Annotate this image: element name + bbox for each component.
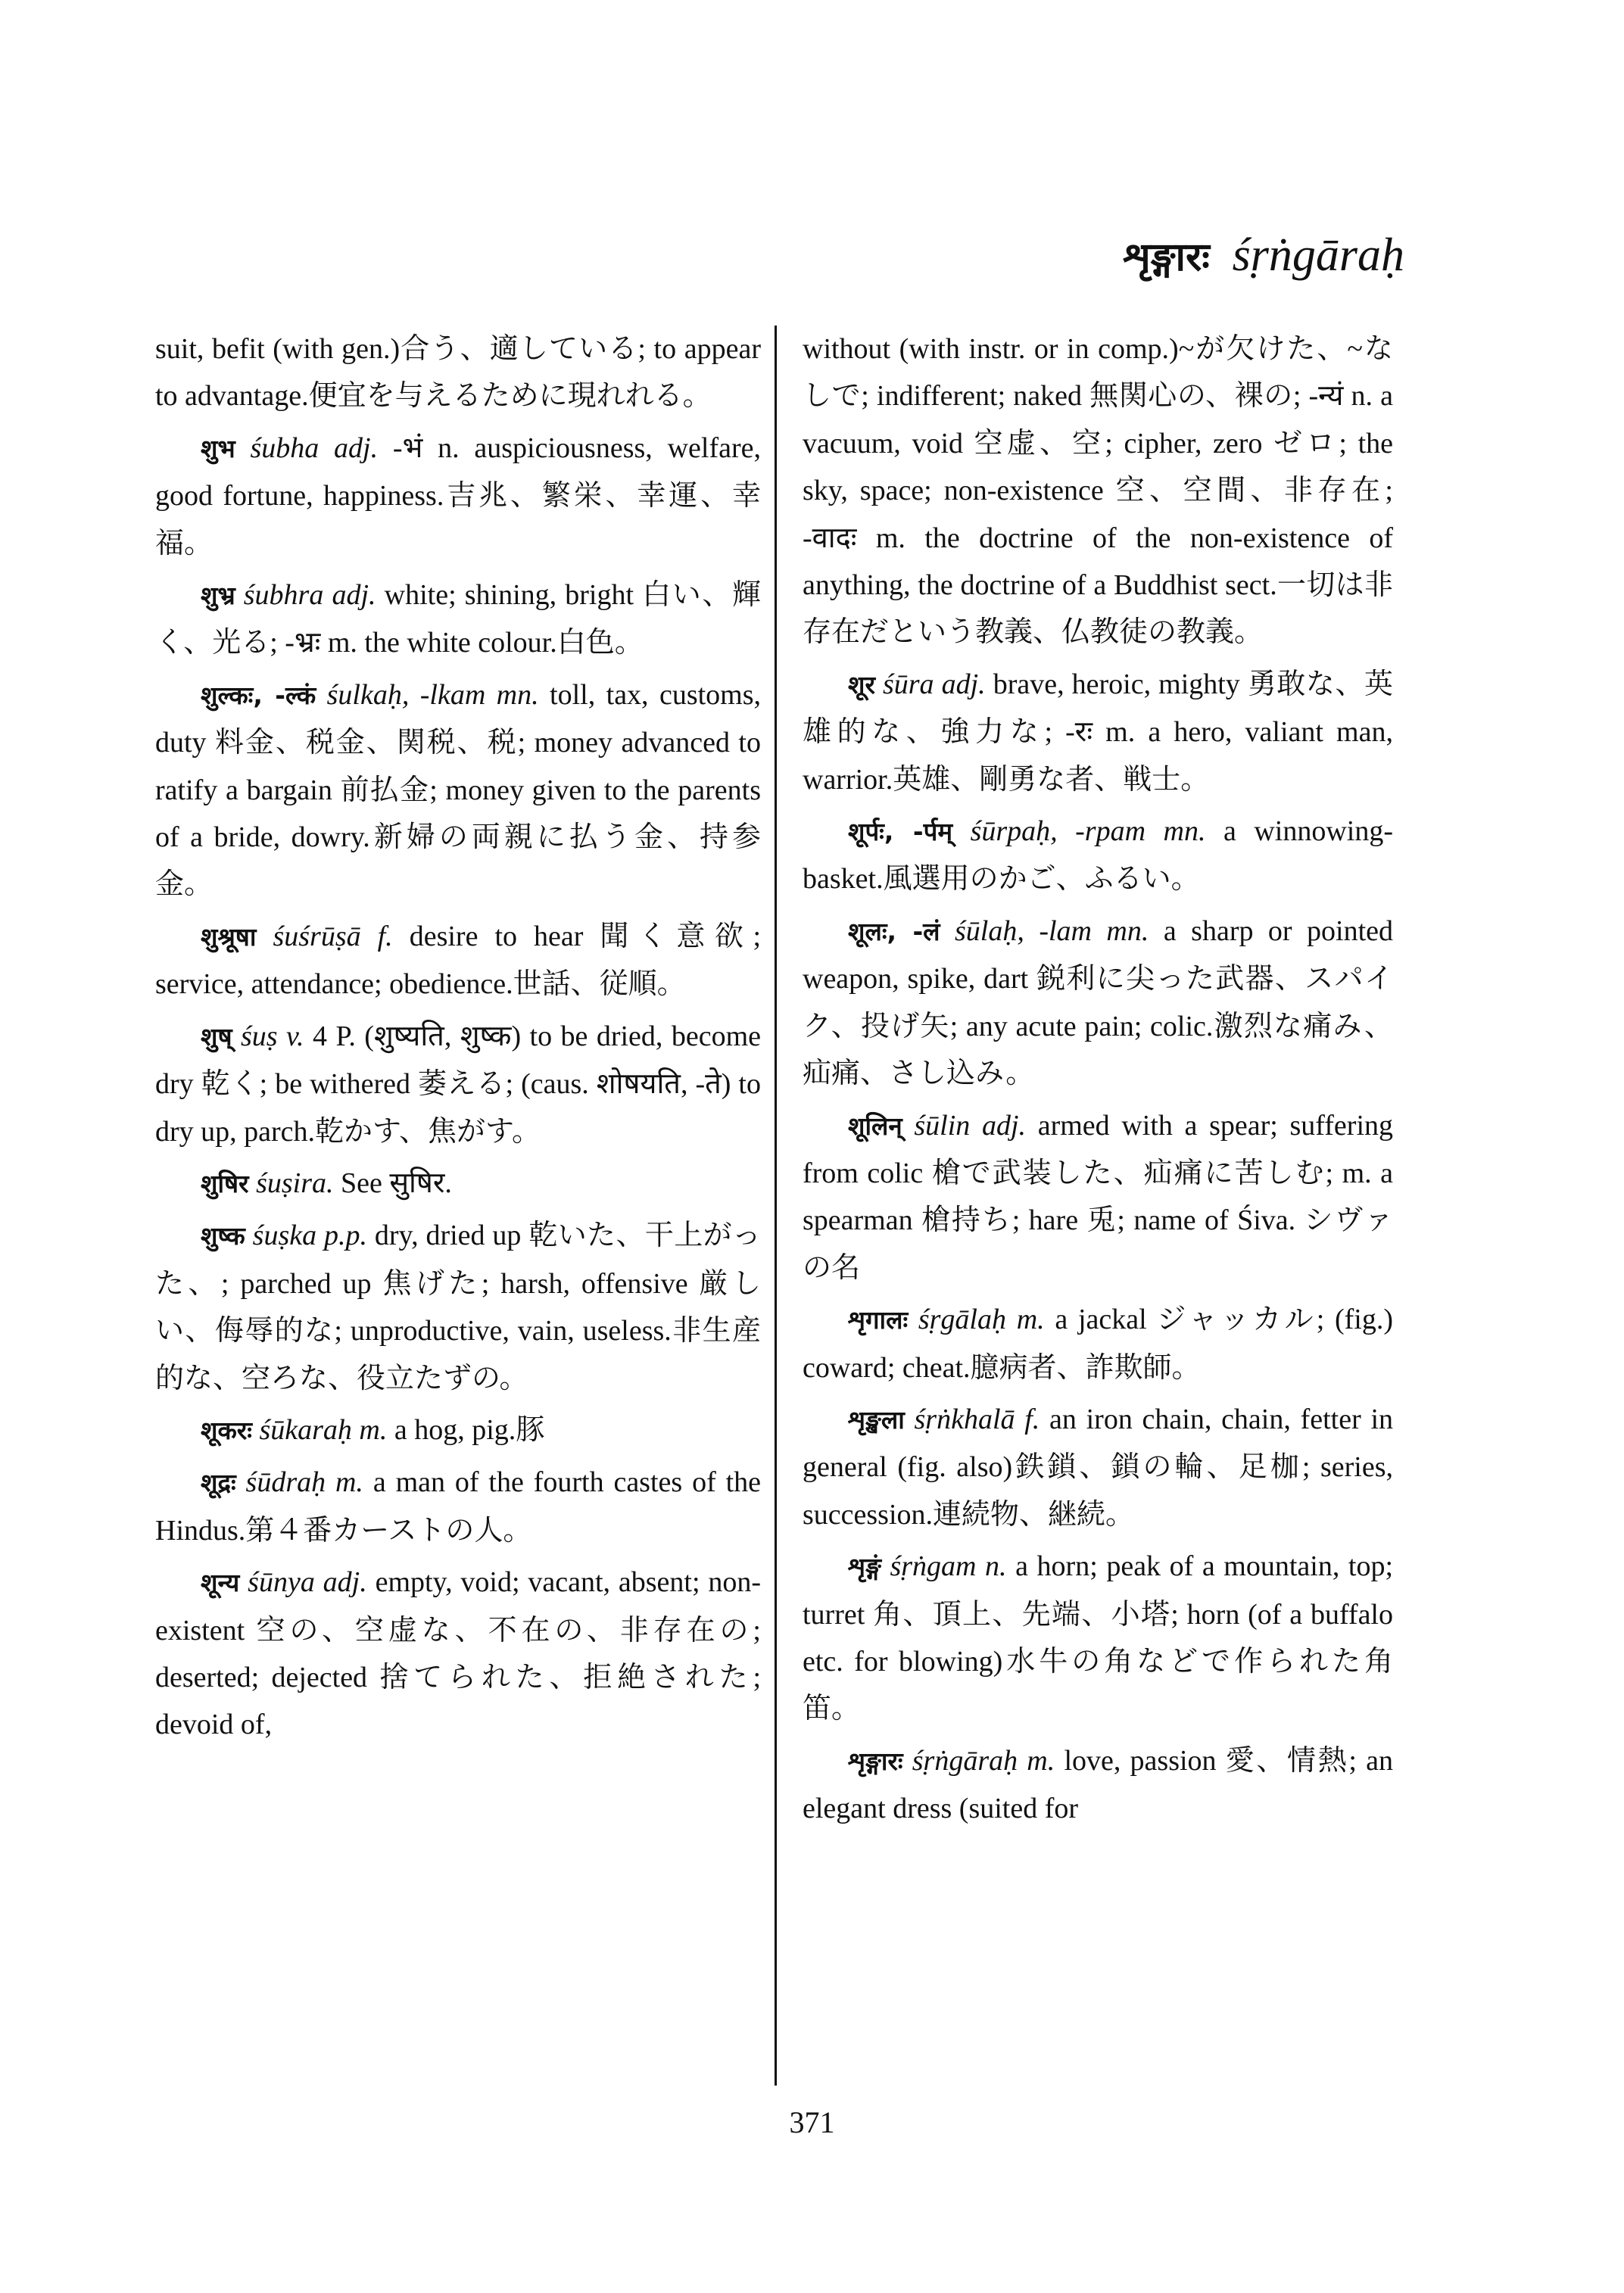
running-head-transliteration: śṛṅgāraḥ: [1232, 229, 1404, 281]
column-divider: [775, 326, 777, 2086]
entry-transliteration: śūlaḥ, -lam mn.: [955, 914, 1149, 947]
entry-headword: शुश्रूषा: [201, 921, 257, 952]
dictionary-entry: [155, 1212, 761, 1402]
entry-transliteration: śūnya adj.: [248, 1566, 367, 1599]
entry-definition: white; shining, bright 白い、輝く、光る; -भ्रः m. the white colour.白色。: [155, 579, 762, 659]
dictionary-entry: [803, 661, 1393, 803]
entry-transliteration: śuśrūṣā f.: [273, 920, 393, 952]
entry-headword: शृङ्गं: [848, 1552, 881, 1582]
entry-definition: 4 P. (शुष्यति, शुष्क) to be dried, become dry 乾く; be withered 萎える; (caus. शोषयति, -ते) to dry up, parch.乾かす、焦がす。: [155, 1020, 762, 1148]
running-head-devanagari: शृङ्गारः: [1123, 234, 1210, 280]
entry-definition: without (with instr. or in comp.)~が欠けた、~なしで; indifferent; naked 無関心の、裸の; -न्यं n. a vacuum, void 空虚、空; cipher, zero ゼロ; the sky, space; non-existence 空、空間、非存在; -वादः m. the doctrine of the non-existence of anything, the doctrine of a Buddhist sect.一切は非存在だという教義、仏教徒の教義。: [803, 333, 1393, 649]
entry-definition: empty, void; vacant, absent; non-existent 空の、空虚な、不在の、非存在の; deserted; dejected 捨てられた、拒絶された; devoid of,: [155, 1566, 762, 1741]
entry-transliteration: śūra adj.: [882, 668, 986, 700]
dictionary-entry: [803, 1737, 1393, 1833]
dictionary-entry: [803, 1296, 1393, 1391]
entry-definition: a sharp or pointed weapon, spike, dart 鋭利に尖った武器、スパイク、投げ矢; any acute pain; colic.激烈な痛み、疝痛、さし込み。: [803, 914, 1394, 1090]
entry-definition: brave, heroic, mighty 勇敢な、英雄的な、強力な; -रः m. a hero, valiant man, warrior.英雄、剛勇な者、戦士。: [803, 668, 1394, 796]
entry-headword: शृगालः: [848, 1305, 909, 1335]
entry-transliteration: śuṣka p.p.: [252, 1220, 367, 1252]
entry-headword: शुल्कः, -ल्कं: [201, 680, 316, 710]
entry-transliteration: śṛṅgam n.: [890, 1550, 1007, 1583]
entry-headword: शुभ: [201, 433, 235, 463]
entry-definition: desire to hear 聞く意欲; service, attendance; obedience.世話、従順。: [155, 920, 762, 1001]
dictionary-entry: [803, 808, 1393, 903]
entry-definition: See सुषिर.: [340, 1167, 452, 1199]
entry-definition: -भं n. auspiciousness, welfare, good fortune, happiness.吉兆、繁栄、幸運、幸福。: [155, 431, 761, 559]
entry-transliteration: śūrpaḥ, -rpam mn.: [970, 815, 1206, 848]
entry-transliteration: śṛgālaḥ m.: [918, 1304, 1045, 1336]
left-column: [155, 326, 761, 1753]
dictionary-entry: [155, 1559, 761, 1749]
entry-headword: शूद्रः: [201, 1468, 236, 1498]
entry-transliteration: śūlin adj.: [914, 1109, 1027, 1142]
entry-headword: शूर्पः, -र्पम्: [848, 817, 953, 847]
entry-transliteration: śūkaraḥ m.: [259, 1413, 388, 1446]
entry-transliteration: śulkaḥ, -lkam mn.: [326, 678, 539, 711]
dictionary-entry: [155, 572, 761, 667]
entry-transliteration: śṛṅkhalā f.: [914, 1403, 1040, 1435]
entry-headword: शूकरः: [201, 1415, 252, 1445]
running-head: [1123, 227, 1404, 283]
dictionary-entry: [803, 1102, 1393, 1292]
page-number: 371: [789, 2105, 835, 2139]
dictionary-entry: [155, 1407, 761, 1454]
entry-transliteration: śubha adj.: [250, 431, 379, 464]
continuation-text: [803, 326, 1393, 656]
entry-definition: armed with a spear; suffering from colic 槍で武装した、疝痛に苦しむ; m. a spearman 槍持ち; hare 兎; name of Śiva. シヴァの名: [803, 1109, 1394, 1284]
entry-definition: suit, befit (with gen.)合う、適している; to appear to advantage.便宜を与えるために現れれる。: [155, 333, 761, 413]
entry-definition: a man of the fourth castes of the Hindus.第４番カーストの人。: [155, 1466, 762, 1547]
dictionary-entry: [803, 1396, 1393, 1538]
entry-headword: शृङ्खला: [848, 1404, 905, 1435]
entry-definition: love, passion 愛、情熱; an elegant dress (suited for: [803, 1744, 1394, 1825]
right-column: [803, 326, 1393, 1837]
entry-transliteration: śūdraḥ m.: [245, 1466, 363, 1499]
entry-definition: dry, dried up 乾いた、干上がった、; parched up 焦げた; harsh, offensive 厳しい、侮辱的な; unproductive, vain, useless.非生産的な、空ろな、役立たずの。: [155, 1220, 762, 1394]
entry-headword: शून्य: [201, 1568, 240, 1598]
entry-headword: शुषिर: [201, 1168, 249, 1198]
entry-definition: a jackal ジャッカル; (fig.) coward; cheat.臆病者、詐欺師。: [803, 1304, 1394, 1384]
entry-transliteration: śuṣira.: [256, 1167, 334, 1199]
entry-definition: a hog, pig.豚: [394, 1413, 545, 1446]
dictionary-entry: [155, 1160, 761, 1207]
entry-headword: शूर: [848, 669, 875, 699]
entry-headword: शुष्क: [201, 1221, 245, 1251]
dictionary-entry: [803, 1543, 1393, 1733]
entry-transliteration: śuṣ v.: [240, 1020, 304, 1052]
dictionary-entry: [155, 1459, 761, 1554]
entry-definition: toll, tax, customs, duty 料金、税金、関税、税; money advanced to ratify a bargain 前払金; money given to the parents of a bride, dowry.新婦の両親に払う金、持参金。: [155, 678, 762, 901]
entry-headword: शूलिन्: [848, 1111, 902, 1141]
dictionary-entry: [803, 908, 1393, 1098]
entry-headword: शृङ्गारः: [848, 1746, 903, 1776]
dictionary-entry: [155, 1013, 761, 1155]
dictionary-entry: [155, 913, 761, 1008]
dictionary-entry: [155, 671, 761, 908]
entry-definition: a horn; peak of a mountain, top; turret 角、頂上、先端、小塔; horn (of a buffalo etc. for blowing)水牛の角などで作られた角笛。: [803, 1550, 1394, 1725]
entry-definition: a winnowing-basket.風選用のかご、ふるい。: [803, 815, 1393, 896]
entry-transliteration: śubhra adj.: [243, 579, 376, 612]
entry-headword: शूलः, -लं: [848, 916, 940, 946]
dictionary-entry: [155, 425, 761, 567]
entry-headword: शुष्: [201, 1021, 232, 1051]
entry-headword: शुभ्र: [201, 581, 235, 611]
entry-transliteration: śṛṅgāraḥ m.: [912, 1744, 1055, 1777]
entry-definition: an iron chain, chain, fetter in general (fig. also)鉄鎖、鎖の輪、足枷; series, succession.連続物、継続。: [803, 1403, 1394, 1531]
continuation-text: [155, 326, 761, 420]
